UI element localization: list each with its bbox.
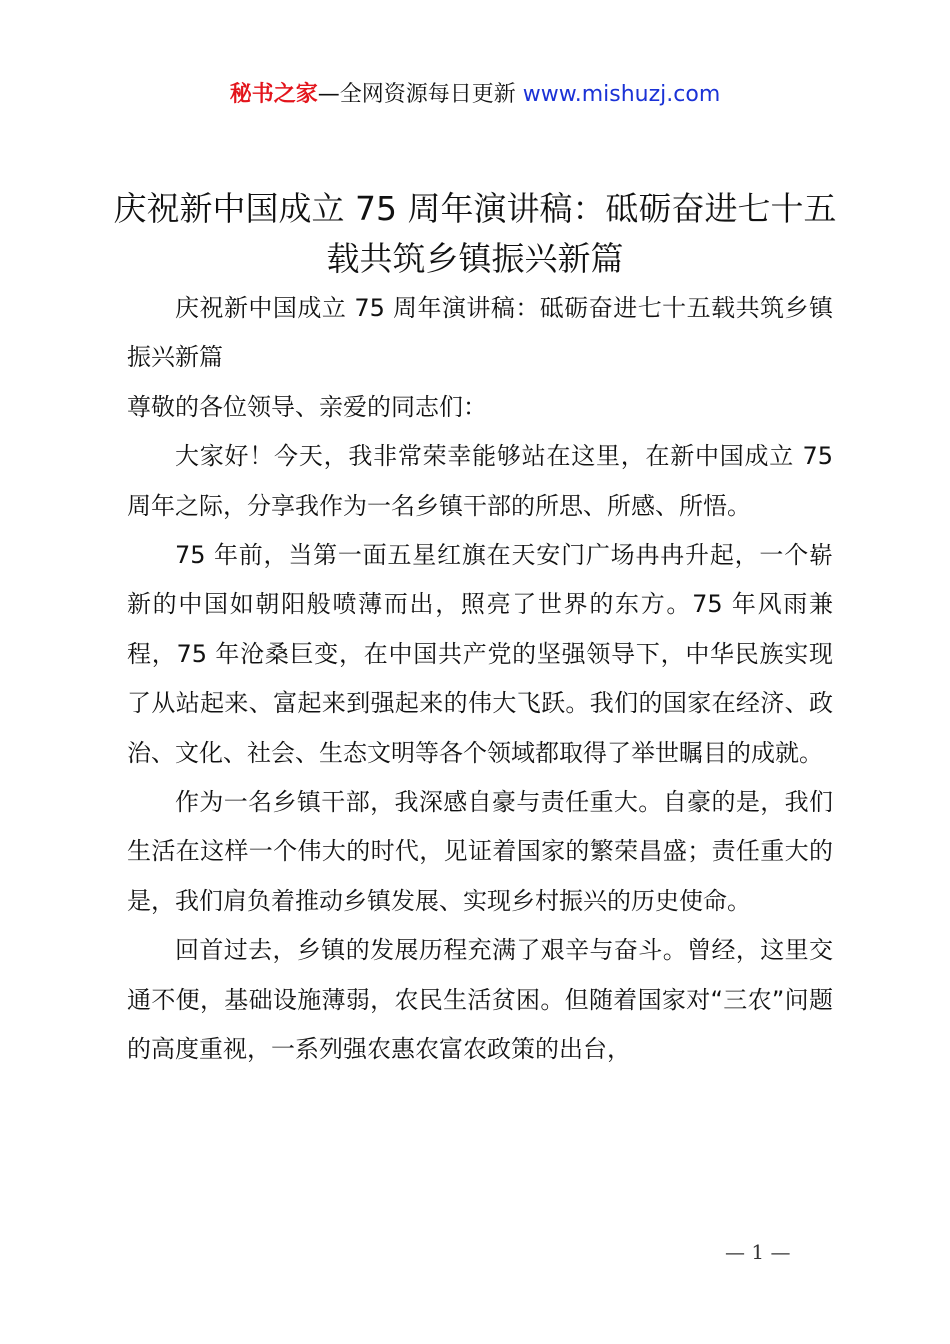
site-tagline: —全网资源每日更新: [317, 82, 523, 107]
site-header: [0, 80, 950, 110]
paragraph-greeting: 大家好！今天，我非常荣幸能够站在这里，在新中国成立 75 周年之际，分享我作为一名乡镇干部的所思、所感、所悟。: [127, 442, 833, 520]
paragraph-retrospect: 回首过去，乡镇的发展历程充满了艰辛与奋斗。曾经，这里交通不便，基础设施薄弱，农民生活贫困。但随着国家对“三农”问题的高度重视，一系列强农惠农富农政策的出台，: [127, 936, 833, 1064]
document-title: 庆祝新中国成立 75 周年演讲稿：砥砺奋进七十五载共筑乡镇振兴新篇: [113, 189, 837, 278]
paragraph-subtitle: 庆祝新中国成立 75 周年演讲稿：砥砺奋进七十五载共筑乡镇振兴新篇: [127, 294, 833, 372]
site-url-link[interactable]: www.mishuzj.com: [522, 82, 721, 107]
page-number: — 1 —: [725, 1240, 791, 1264]
document-body: [127, 284, 833, 1075]
paragraph-salutation: 尊敬的各位领导、亲爱的同志们：: [127, 392, 487, 421]
site-brand: 秘书之家: [229, 82, 318, 107]
paragraph-responsibility: 作为一名乡镇干部，我深感自豪与责任重大。自豪的是，我们生活在这样一个伟大的时代，见证着国家的繁荣昌盛；责任重大的是，我们肩负着推动乡镇发展、实现乡村振兴的历史使命。: [127, 788, 833, 915]
paragraph-history: 75 年前，当第一面五星红旗在天安门广场冉冉升起，一个崭新的中国如朝阳般喷薄而出，照亮了世界的东方。75 年风雨兼程，75 年沧桑巨变，在中国共产党的坚强领导下，中华民族实现了从站起来、富起来到强起来的伟大飞跃。我们的国家在经济、政治、文化、社会、生态文明等各个领域都取得了举世瞩目的成就。: [127, 541, 833, 767]
